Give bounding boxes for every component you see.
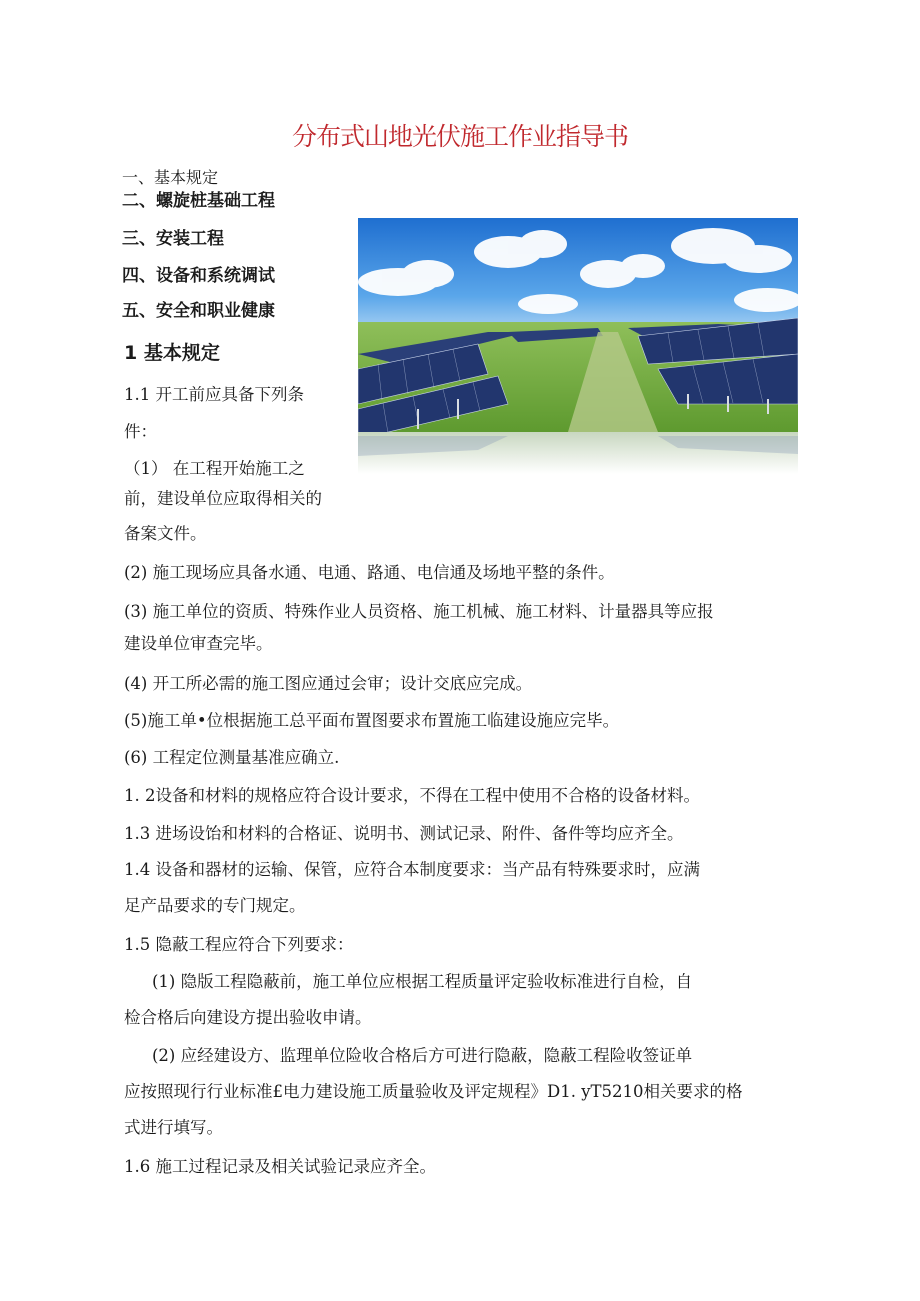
item-4: (4) 开工所必需的施工图应通过会审；设计交底应完成。 bbox=[124, 674, 533, 693]
item-5: (5)施工单•位根据施工总平面布置图要求布置施工临建设施应完毕。 bbox=[124, 711, 620, 730]
para-1-1-cont: 件： bbox=[124, 422, 157, 441]
para-1-5-item2-line1: (2) 应经建设方、监理单位险收合格后方可进行隐蔽，隐蔽工程险收签证单 bbox=[152, 1046, 693, 1065]
para-1-1: 1.1 开工前应具备下列条 bbox=[124, 385, 304, 404]
para-1-5-item1-line1: (1) 隐版工程隐蔽前，施工单位应根据工程质量评定验收标准进行自检，自 bbox=[152, 972, 693, 991]
item-6: (6) 工程定位测量基准应确立. bbox=[124, 748, 340, 767]
item-1-line1: （1） 在工程开始施工之 bbox=[124, 459, 305, 478]
para-1-2: 1. 2设备和材料的规格应符合设计要求，不得在工程中使用不合格的设备材料。 bbox=[124, 786, 700, 805]
item-2: (2) 施工现场应具备水通、电通、路通、电信通及场地平整的条件。 bbox=[124, 563, 615, 582]
toc-item-1: 一、基本规定 bbox=[122, 168, 219, 187]
solar-field-image bbox=[358, 204, 798, 474]
para-1-6: 1.6 施工过程记录及相关试验记录应齐全。 bbox=[124, 1157, 436, 1176]
toc-item-4: 四、设备和系统调试 bbox=[122, 266, 275, 286]
para-1-5-item2-line3: 式进行填写。 bbox=[124, 1118, 223, 1137]
toc-item-5: 五、安全和职业健康 bbox=[122, 301, 275, 321]
para-1-3: 1.3 进场设饴和材料的合格证、说明书、测试记录、附件、备件等均应齐全。 bbox=[124, 824, 684, 843]
para-1-4-line1: 1.4 设备和器材的运输、保管，应符合本制度要求：当产品有特殊要求时，应满 bbox=[124, 860, 700, 879]
document-title: 分布式山地光伏施工作业指导书 bbox=[291, 122, 628, 151]
para-1-4-line2: 足产品要求的专门规定。 bbox=[124, 896, 306, 915]
toc-item-3: 三、安装工程 bbox=[122, 229, 224, 249]
item-3-line2: 建设单位审查完毕。 bbox=[124, 634, 273, 653]
para-1-5-item2-line2: 应按照现行行业标准£电力建设施工质量验收及评定规程》D1. yT5210相关要求的格 bbox=[124, 1082, 743, 1101]
section-heading: 1 基本规定 bbox=[124, 342, 220, 364]
item-1-line2: 前，建设单位应取得相关的 bbox=[124, 489, 322, 508]
para-1-5-item1-line2: 检合格后向建设方提出验收申请。 bbox=[124, 1008, 372, 1027]
item-3-line1: (3) 施工单位的资质、特殊作业人员资格、施工机械、施工材料、计量器具等应报 bbox=[124, 602, 714, 621]
para-1-5: 1.5 隐蔽工程应符合下列要求： bbox=[124, 935, 354, 954]
toc-item-2: 二、螺旋桩基础工程 bbox=[122, 191, 275, 211]
item-1-line3: 备案文件。 bbox=[124, 524, 207, 543]
